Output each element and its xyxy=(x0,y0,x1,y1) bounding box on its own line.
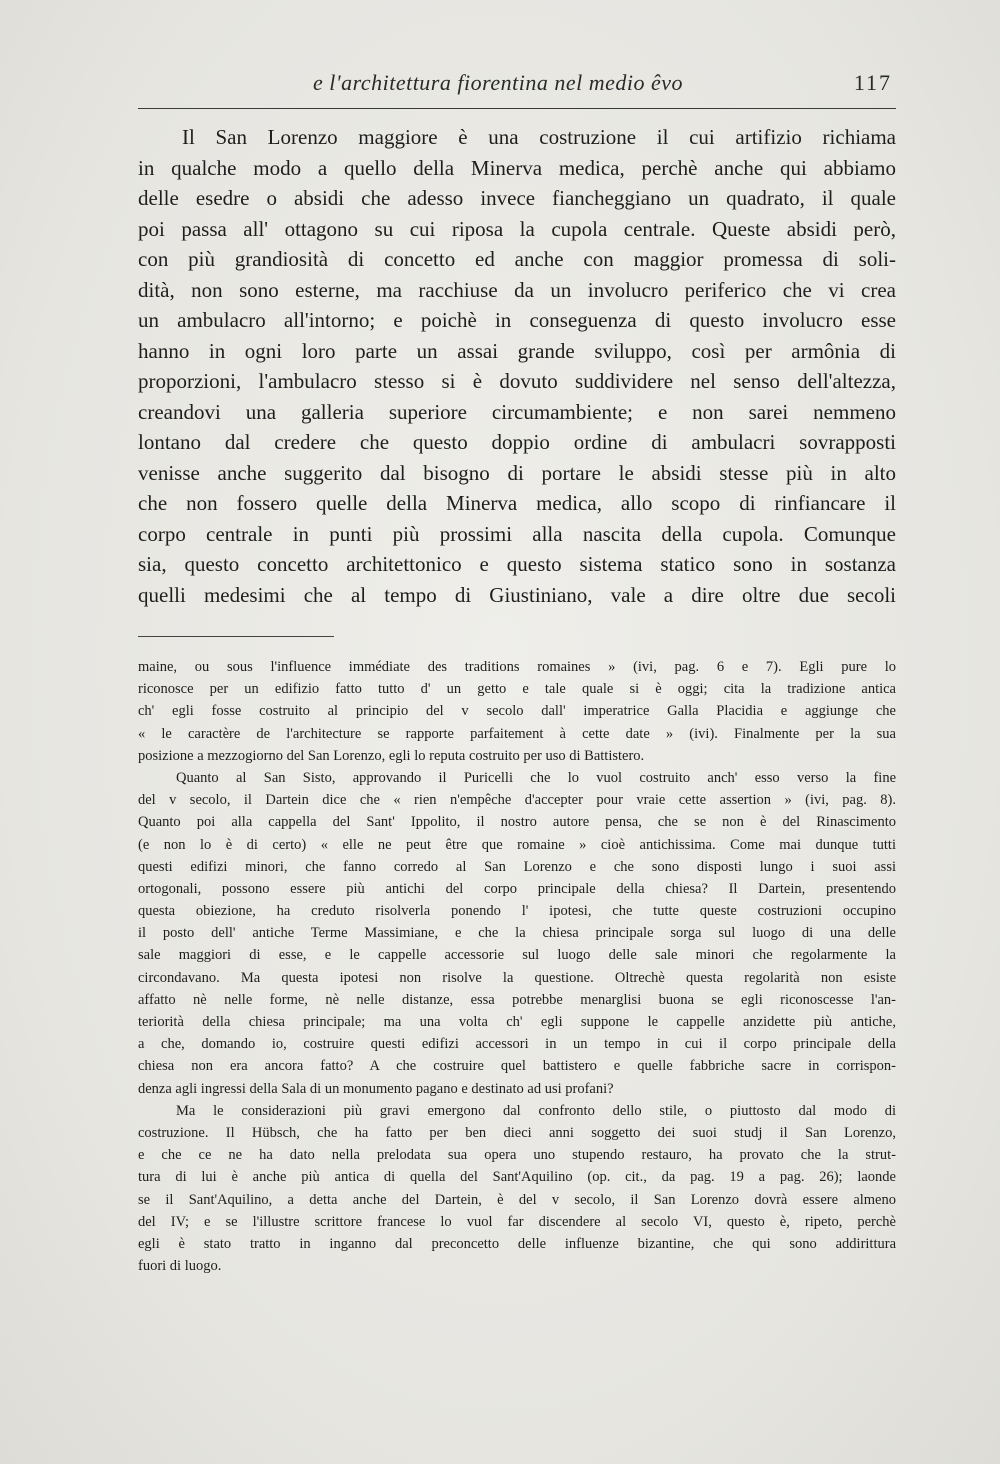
footnotes xyxy=(138,656,896,1277)
running-title: e l'architettura fiorentina nel medio êvo xyxy=(313,70,683,95)
footnote-line: sale maggiori di esse, e le cappelle accessorie sul luogo delle sale minori che regolarmente la xyxy=(138,947,896,964)
footnote-line: ch' egli fosse costruito al principio del v secolo dall' imperatrice Galla Placidia e aggiunge che xyxy=(138,703,896,720)
footnote-line: Quanto al San Sisto, approvando il Puricelli che lo vuol costruito anch' esso verso la fine xyxy=(176,769,896,786)
footnote-line: riconosce per un edifizio fatto tutto d' un getto e tale quale si è oggi; cita la tradizione antica xyxy=(138,681,896,698)
footnote-separator xyxy=(138,636,334,637)
main-text-line: poi passa all' ottagono su cui riposa la cupola centrale. Queste absidi però, xyxy=(138,216,896,241)
header-rule xyxy=(138,108,896,109)
main-text-line: un ambulacro all'intorno; e poichè in conseguenza di questo involucro esse xyxy=(138,308,896,332)
footnote-line: Quanto poi alla cappella del Sant' Ippolito, il nostro autore pensa, che se non è del Rinascimento xyxy=(138,814,896,831)
footnote-line: questi edifizi minori, che fanno corredo al San Lorenzo e che sono disposti lungo i suoi assi xyxy=(138,858,896,875)
footnote-line: il posto dell' antiche Terme Massimiane, e che la chiesa principale sorga sul luogo di una delle xyxy=(138,925,896,942)
footnote-line: del v secolo, il Dartein dice che « rien n'empêche d'accepter pour vraie cette assertion » (ivi, pag. 8). xyxy=(138,792,896,809)
footnote-line: (e non lo è di certo) « elle ne peut être que romaine » cioè antichissima. Come mai dunque tutti xyxy=(138,836,896,853)
page-number: 117 xyxy=(853,70,892,95)
page-header xyxy=(138,66,896,106)
main-text-line: che non fossero quelle della Minerva medica, allo scopo di rinfiancare il xyxy=(138,491,896,515)
footnote-line: affatto nè nelle forme, nè nelle distanze, essa potrebbe menarglisi buona se egli riconoscesse l'an- xyxy=(138,991,896,1008)
footnote-line: chiesa non era ancora fatto? A che costruire quel battistero e quelle fabbriche sacre in corrispon- xyxy=(138,1058,896,1075)
footnote-line: se il Sant'Aquilino, a detta anche del Dartein, è del v secolo, il San Lorenzo dovrà essere almeno xyxy=(138,1191,896,1208)
main-text-line: venisse anche suggerito dal bisogno di portare le absidi stesse più in alto xyxy=(138,460,896,485)
footnote-line: teriorità della chiesa principale; ma una volta ch' egli suppone le cappelle anzidette più antiche, xyxy=(138,1014,896,1030)
main-text-line: in qualche modo a quello della Minerva medica, perchè anche qui abbiamo xyxy=(138,155,896,180)
main-text-line: Il San Lorenzo maggiore è una costruzione il cui artifizio richiama xyxy=(182,125,896,149)
main-text xyxy=(138,122,896,610)
footnote-line: circondavano. Ma questa ipotesi non risolve la questione. Oltrechè questa regolarità non esiste xyxy=(138,969,896,986)
footnote-line: fuori di luogo. xyxy=(138,1258,222,1275)
main-text-line: proporzioni, l'ambulacro stesso si è dovuto suddividere nel senso dell'altezza, xyxy=(138,369,896,393)
footnote-line: denza agli ingressi della Sala di un monumento pagano e destinato ad usi profani? xyxy=(138,1080,614,1097)
footnote-line: posizione a mezzogiorno del San Lorenzo, egli lo reputa costruito per uso di Battistero. xyxy=(138,747,645,764)
main-text-line: delle esedre o absidi che adesso invece fiancheggiano un quadrato, il quale xyxy=(138,186,896,210)
footnote-line: e che ce ne ha dato nella prelodata sua opera uno stupendo restauro, ha provato che la strut- xyxy=(138,1147,896,1164)
footnote-line: questa obiezione, ha creduto risolverla ponendo l' ipotesi, che tutte queste costruzioni occupino xyxy=(138,903,896,920)
footnote-line: tura di lui è anche più antica di quella del Sant'Aquilino (op. cit., da pag. 19 a pag. 26); laonde xyxy=(138,1169,896,1186)
footnote-line: egli è stato tratto in inganno dal preconcetto delle influenze bizantine, che qui sono addirittura xyxy=(138,1235,896,1252)
main-text-line: corpo centrale in punti più prossimi alla nascita della cupola. Comunque xyxy=(138,521,896,546)
main-text-line: lontano dal credere che questo doppio ordine di ambulacri sovrapposti xyxy=(138,430,896,454)
footnote-line: « le caractère de l'architecture se rapporte parfaitement à cette date » (ivi). Finalmente per la sua xyxy=(138,725,896,742)
footnote-line: maine, ou sous l'influence immédiate des traditions romaines » (ivi, pag. 6 e 7). Egli pure lo xyxy=(138,659,896,675)
footnote-line: Ma le considerazioni più gravi emergono dal confronto dello stile, o piuttosto dal modo di xyxy=(176,1102,896,1119)
footnote-line: del IV; e se l'illustre scrittore francese lo vuol far discendere al secolo VI, questo è, ripeto, perchè xyxy=(138,1213,896,1230)
footnote-line: ortogonali, possono essere più antichi del corpo principale della chiesa? Il Dartein, presentendo xyxy=(138,880,896,897)
main-text-line: sia, questo concetto architettonico e questo sistema statico sono in sostanza xyxy=(138,552,896,576)
footnote-line: a che, domando io, costruire questi edifizi accessori in un tempo in cui il corpo principale della xyxy=(138,1036,896,1053)
main-text-line: hanno in ogni loro parte un assai grande sviluppo, così per armônia di xyxy=(138,338,896,363)
main-text-line: quelli medesimi che al tempo di Giustiniano, vale a dire oltre due secoli xyxy=(138,582,896,607)
main-text-line: dità, non sono esterne, ma racchiuse da un involucro periferico che vi crea xyxy=(138,277,896,302)
footnote-line: costruzione. Il Hübsch, che ha fatto per ben dieci anni soggetto dei suoi studj il San Lorenzo, xyxy=(138,1124,896,1141)
main-text-line: creandovi una galleria superiore circumambiente; e non sarei nemmeno xyxy=(138,399,896,424)
main-text-line: con più grandiosità di concetto ed anche con maggior promessa di soli- xyxy=(138,247,896,271)
